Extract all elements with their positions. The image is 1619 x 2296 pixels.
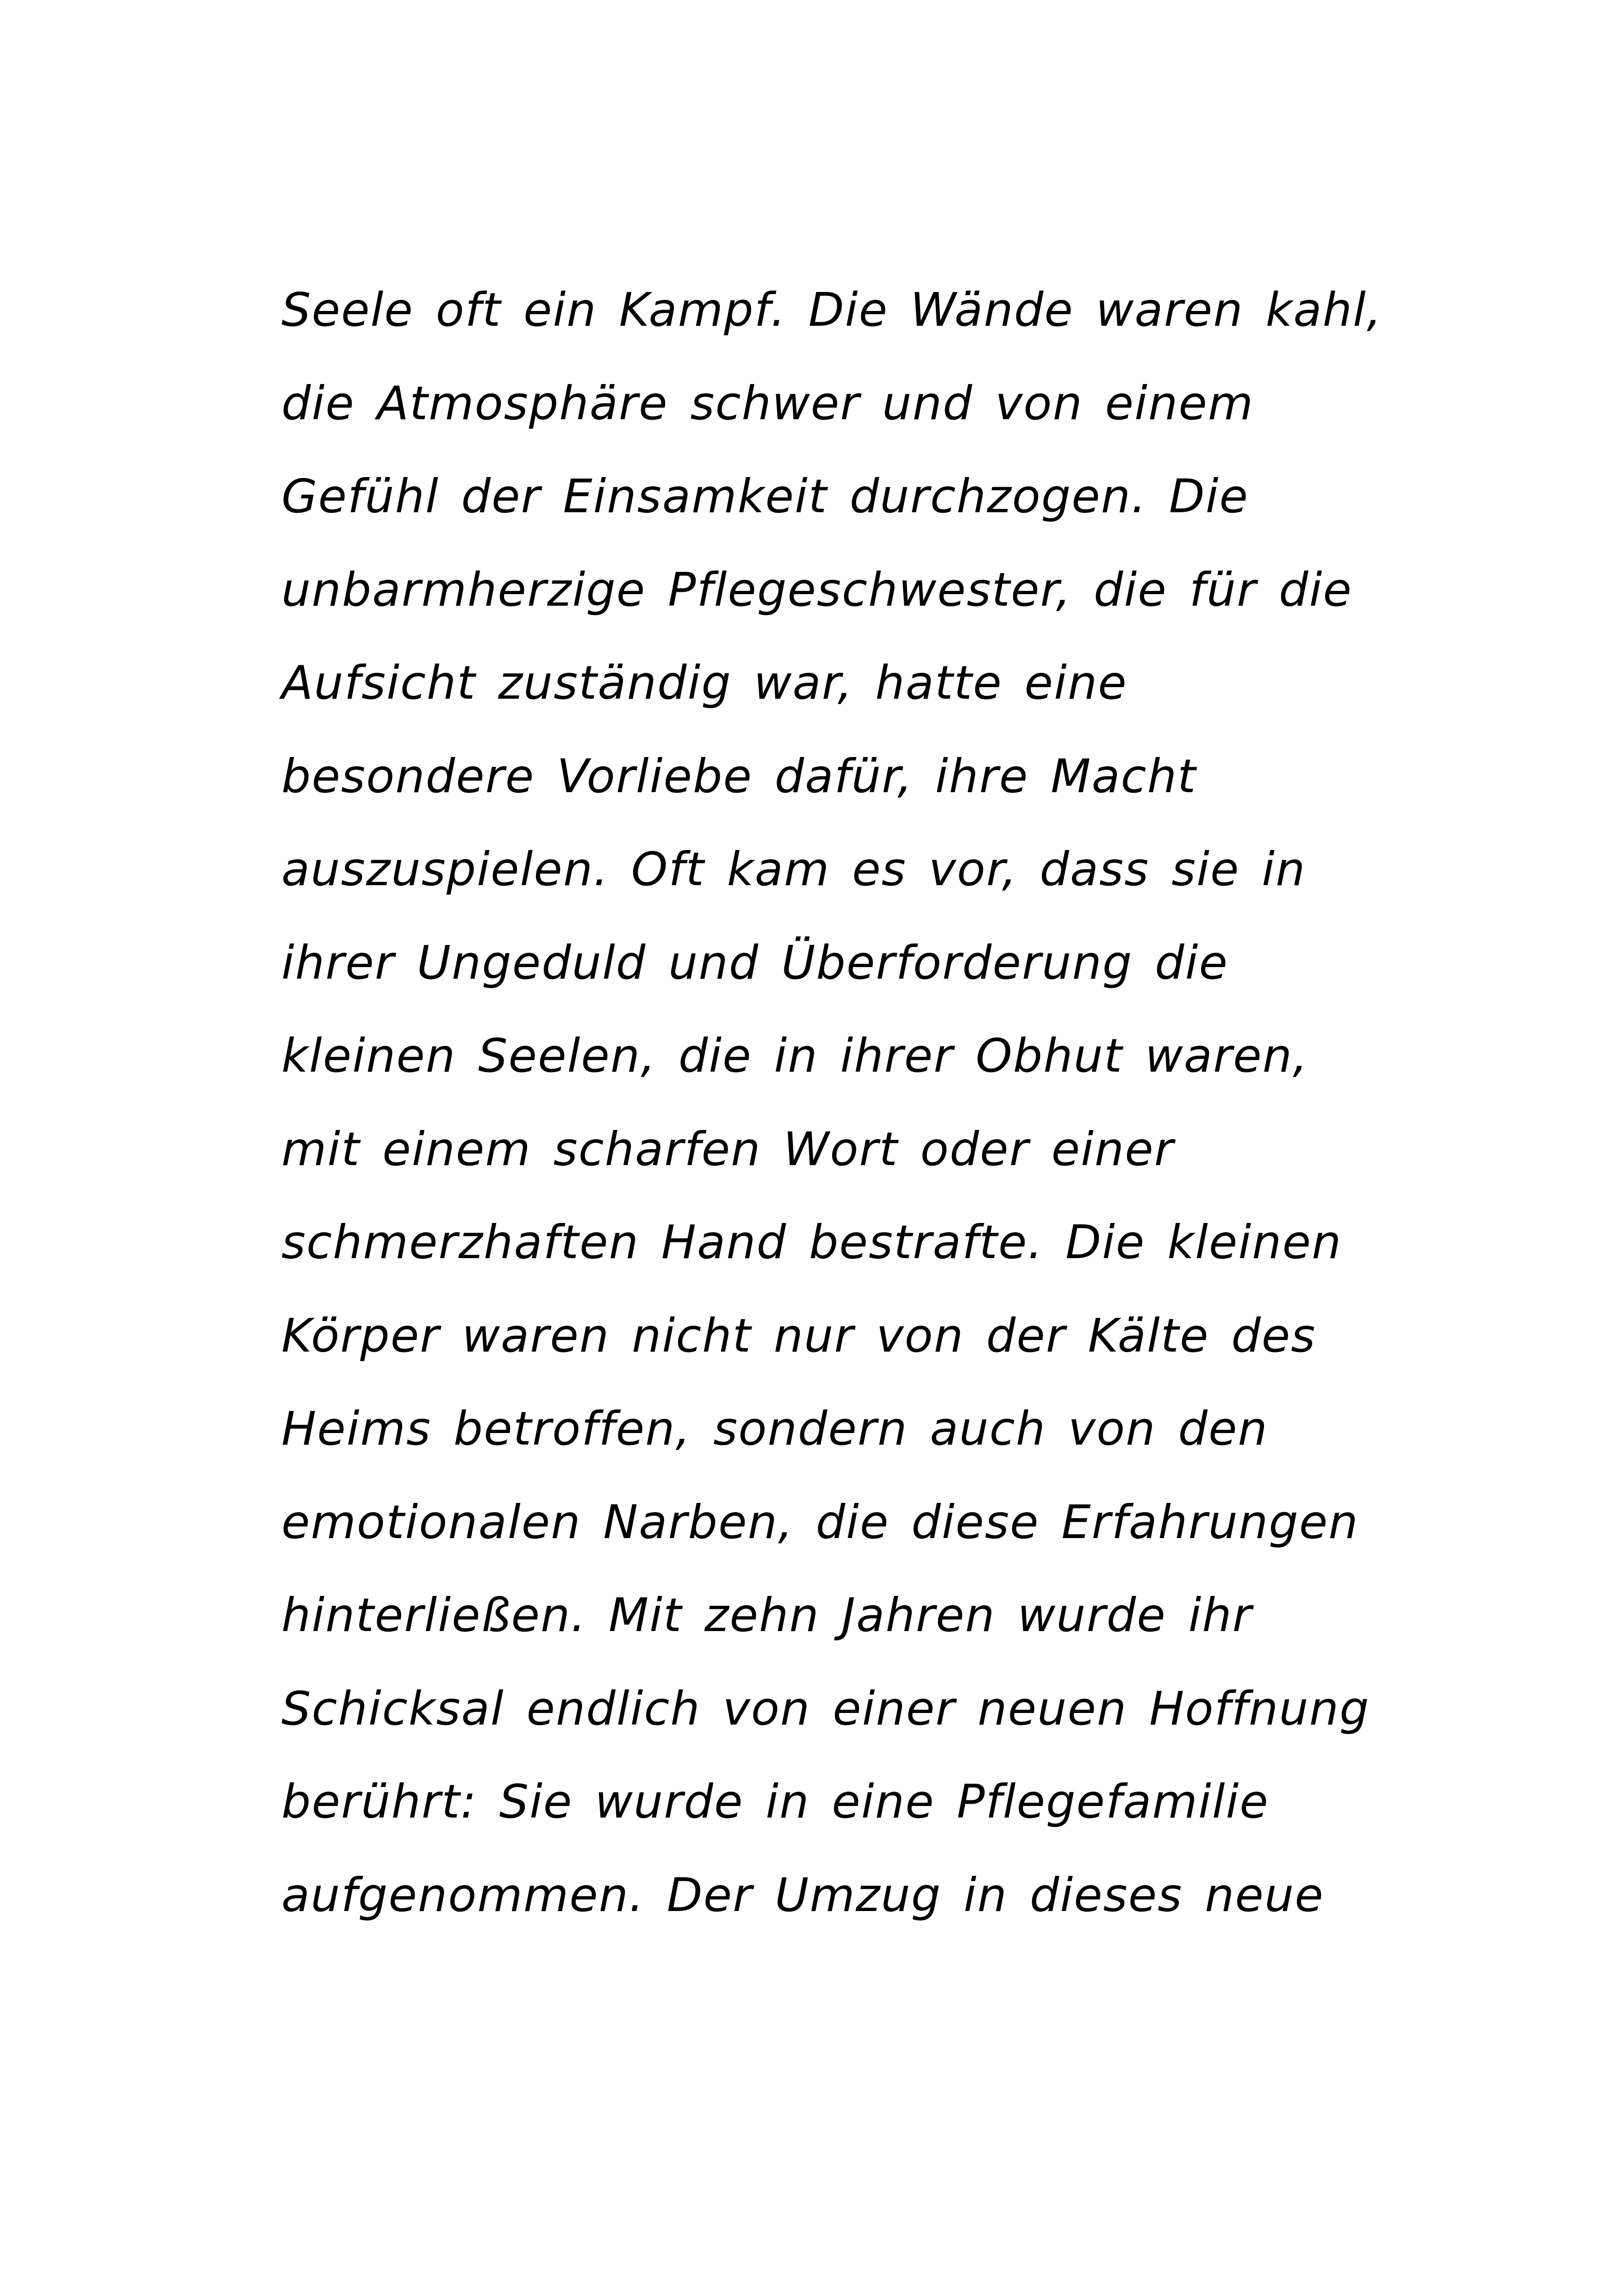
text-line: Seele oft ein Kampf. Die Wände waren kahl,: [281, 283, 1382, 337]
text-line: ihrer Ungeduld und Überforderung die: [281, 935, 1228, 990]
text-line: unbarmherzige Pflegeschwester, die für die: [281, 562, 1352, 617]
text-line: besondere Vorliebe dafür, ihre Macht: [281, 749, 1197, 803]
text-line: Gefühl der Einsamkeit durchzogen. Die: [281, 469, 1249, 523]
text-line: hinterließen. Mit zehn Jahren wurde ihr: [281, 1588, 1252, 1642]
text-line: kleinen Seelen, die in ihrer Obhut waren,: [281, 1029, 1308, 1083]
text-line: die Atmosphäre schwer und von einem: [281, 376, 1254, 430]
text-line: Körper waren nicht nur von der Kälte des: [281, 1308, 1316, 1363]
text-line: mit einem scharfen Wort oder einer: [281, 1122, 1174, 1176]
text-line: Schicksal endlich von einer neuen Hoffnung: [281, 1681, 1370, 1736]
text-line: Heims betroffen, sondern auch von den: [281, 1402, 1268, 1456]
text-line: auszuspielen. Oft kam es vor, dass sie in: [281, 842, 1306, 896]
text-line: berührt: Sie wurde in eine Pflegefamilie: [281, 1775, 1269, 1829]
text-line: aufgenommen. Der Umzug in dieses neue: [281, 1868, 1324, 1922]
body-text: [281, 282, 1438, 1961]
text-line: emotionalen Narben, die diese Erfahrungen: [281, 1495, 1359, 1549]
text-line: schmerzhaften Hand bestrafte. Die kleinen: [281, 1215, 1342, 1269]
text-line: Aufsicht zuständig war, hatte eine: [281, 656, 1127, 710]
